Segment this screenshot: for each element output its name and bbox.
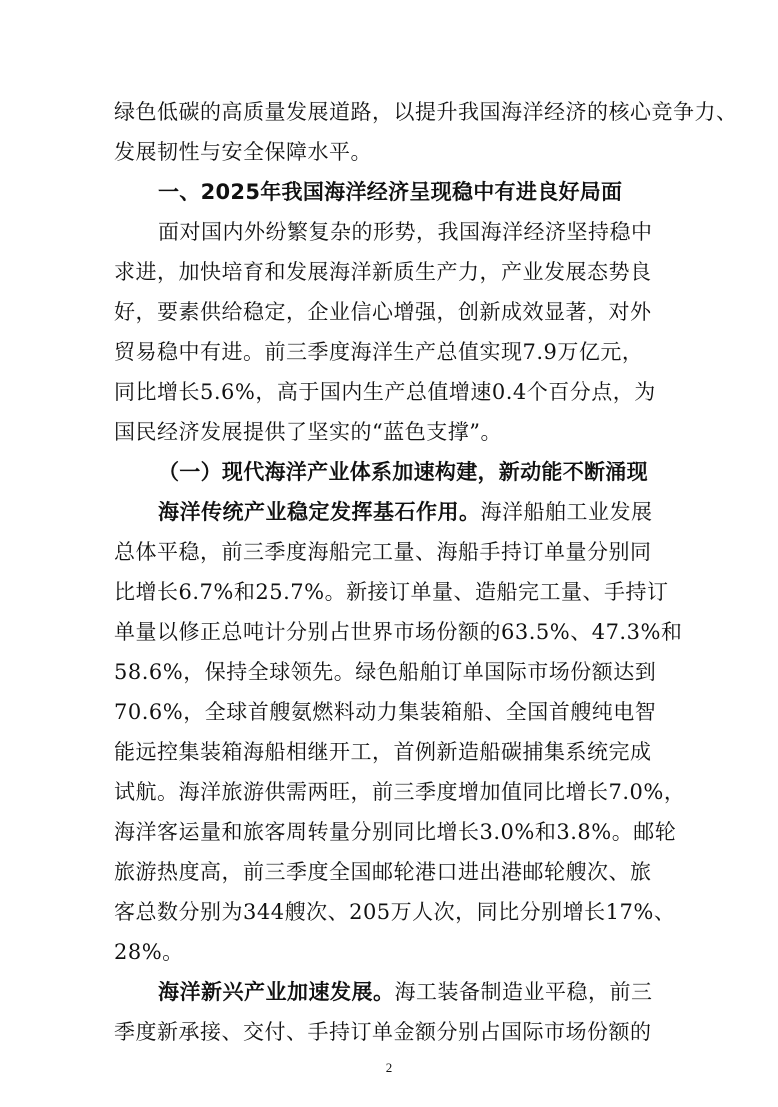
para2-line-4: 单量以修正总吨计分别占世界市场份额的63.5%、47.3%和 bbox=[114, 620, 683, 644]
para1-line-2: 求进，加快培育和发展海洋新质生产力，产业发展态势良 bbox=[114, 260, 652, 284]
para3-line-2: 季度新承接、交付、手持订单金额分别占国际市场份额的 bbox=[114, 1020, 652, 1044]
intro-line-2: 发展韧性与安全保障水平。 bbox=[114, 140, 372, 164]
para2-line-2: 总体平稳，前三季度海船完工量、海船手持订单量分别同 bbox=[114, 540, 652, 564]
para2-line-7: 能远控集装箱海船相继开工，首例新造船碳捕集系统完成 bbox=[114, 740, 652, 764]
para2-line-3: 比增长6.7%和25.7%。新接订单量、造船完工量、手持订 bbox=[114, 580, 669, 604]
para2-line-8: 试航。海洋旅游供需两旺，前三季度增加值同比增长7.0%， bbox=[114, 780, 686, 804]
para2-line-11: 客总数分别为344艘次、205万人次，同比分别增长17%、 bbox=[114, 900, 676, 924]
para2-lead: 海洋传统产业稳定发挥基石作用。 bbox=[158, 499, 481, 524]
para1-line-3: 好，要素供给稳定，企业信心增强，创新成效显著，对外 bbox=[114, 300, 652, 324]
subsection-heading-1: （一）现代海洋产业体系加速构建，新动能不断涌现 bbox=[158, 459, 648, 484]
para2-line-6: 70.6%，全球首艘氨燃料动力集装箱船、全国首艘纯电智 bbox=[114, 700, 657, 724]
intro-line-1: 绿色低碳的高质量发展道路，以提升我国海洋经济的核心竞争力、 bbox=[114, 100, 738, 124]
para2-line-12: 28%。 bbox=[114, 940, 184, 964]
para2-line-10: 旅游热度高，前三季度全国邮轮港口进出港邮轮艘次、旅 bbox=[114, 860, 652, 884]
para3-line-1 bbox=[158, 972, 674, 1012]
page-number: 2 bbox=[385, 1060, 393, 1075]
section-heading-1: 一、2025年我国海洋经济呈现稳中有进良好局面 bbox=[158, 180, 623, 204]
para3-lead: 海洋新兴产业加速发展。 bbox=[158, 979, 395, 1004]
para1-line-5: 同比增长5.6%，高于国内生产总值增速0.4个百分点，为 bbox=[114, 380, 656, 404]
para2-line-1-rest: 海洋船舶工业发展 bbox=[480, 500, 653, 524]
para1-line-6: 国民经济发展提供了坚实的“蓝色支撑”。 bbox=[114, 420, 502, 444]
para1-line-1: 面对国内外纷繁复杂的形势，我国海洋经济坚持稳中 bbox=[158, 220, 653, 244]
para2-line-9: 海洋客运量和旅客周转量分别同比增长3.0%和3.8%。邮轮 bbox=[114, 820, 677, 844]
para2-line-5: 58.6%，保持全球领先。绿色船舶订单国际市场份额达到 bbox=[114, 660, 657, 684]
para2-line-1 bbox=[158, 492, 674, 532]
para3-line-1-rest: 海工装备制造业平稳，前三 bbox=[394, 980, 653, 1004]
para1-line-4: 贸易稳中有进。前三季度海洋生产总值实现7.9万亿元， bbox=[114, 340, 644, 364]
